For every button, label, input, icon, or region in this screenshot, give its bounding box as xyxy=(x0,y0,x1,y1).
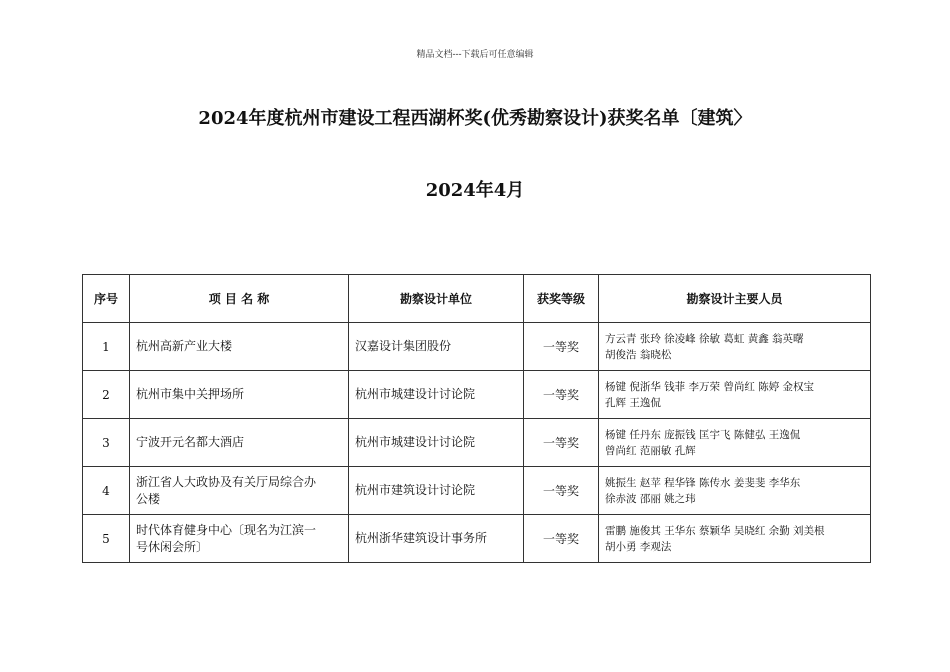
document-title: 2024年度杭州市建设工程西湖杯奖(优秀勘察设计)获奖名单〔建筑〉 xyxy=(198,108,752,129)
cell-seq: 4 xyxy=(83,467,130,515)
cell-seq: 1 xyxy=(83,323,130,371)
project-name-line: 时代体育健身中心〔现名为江滨一 xyxy=(136,522,317,537)
cell-design-unit: 杭州市城建设计讨论院 xyxy=(349,419,524,467)
cell-project-name xyxy=(130,467,349,515)
project-name-line: 号休闲会所〕 xyxy=(136,539,209,554)
cell-award-level: 一等奖 xyxy=(524,467,599,515)
cell-project-name: 宁波开元名都大酒店 xyxy=(130,419,349,467)
table-row xyxy=(83,371,871,419)
cell-main-personnel xyxy=(599,371,871,419)
cell-award-level: 一等奖 xyxy=(524,419,599,467)
cell-project-name: 杭州高新产业大楼 xyxy=(130,323,349,371)
cell-main-personnel xyxy=(599,323,871,371)
header-seq: 序号 xyxy=(83,275,130,323)
personnel-line: 曾尚红 范丽敏 孔辉 xyxy=(605,444,696,457)
cell-design-unit: 杭州市城建设计讨论院 xyxy=(349,371,524,419)
cell-seq: 3 xyxy=(83,419,130,467)
cell-seq: 2 xyxy=(83,371,130,419)
cell-project-name xyxy=(130,515,349,563)
table-row xyxy=(83,419,871,467)
personnel-line: 孔辉 王逸侃 xyxy=(605,396,661,409)
cell-seq: 5 xyxy=(83,515,130,563)
header-project-name: 项 目 名 称 xyxy=(130,275,349,323)
personnel-line: 方云青 张玲 徐凌峰 徐敏 葛虹 黄鑫 翁英曙 xyxy=(605,332,804,345)
cell-design-unit: 杭州浙华建筑设计事务所 xyxy=(349,515,524,563)
cell-award-level: 一等奖 xyxy=(524,515,599,563)
header-note: 精品文档---下载后可任意编辑 xyxy=(416,50,534,60)
project-name-line: 浙江省人大政协及有关厅局综合办 xyxy=(136,474,317,489)
personnel-line: 胡俊浩 翁晓松 xyxy=(605,348,672,361)
cell-award-level: 一等奖 xyxy=(524,371,599,419)
table-row xyxy=(83,323,871,371)
header-main-personnel: 勘察设计主要人员 xyxy=(599,275,871,323)
personnel-line: 杨键 任丹东 庞振钱 匡宇飞 陈健弘 王逸侃 xyxy=(605,428,801,441)
table-row xyxy=(83,467,871,515)
project-name-line: 公楼 xyxy=(136,491,161,506)
personnel-line: 姚振生 赵苹 程华锋 陈传水 姜斐斐 李华东 xyxy=(605,476,801,489)
personnel-line: 雷鹏 施俊其 王华东 蔡颖华 吴晓红 余勤 刘美根 xyxy=(605,524,825,537)
cell-main-personnel xyxy=(599,419,871,467)
cell-award-level: 一等奖 xyxy=(524,323,599,371)
cell-project-name: 杭州市集中关押场所 xyxy=(130,371,349,419)
table-row xyxy=(83,515,871,563)
personnel-line: 徐赤波 邵丽 姚之玮 xyxy=(605,492,696,505)
document-date: 2024年4月 xyxy=(425,180,525,201)
header-design-unit: 勘察设计单位 xyxy=(349,275,524,323)
cell-design-unit: 杭州市建筑设计讨论院 xyxy=(349,467,524,515)
personnel-line: 杨键 倪浙华 钱菲 李万荣 曾尚红 陈婷 金权宝 xyxy=(605,380,815,393)
personnel-line: 胡小勇 李观法 xyxy=(605,540,672,553)
awards-table xyxy=(82,274,871,563)
cell-design-unit: 汉嘉设计集团股份 xyxy=(349,323,524,371)
table-header-row xyxy=(83,275,871,323)
cell-main-personnel xyxy=(599,467,871,515)
header-award-level: 获奖等级 xyxy=(524,275,599,323)
cell-main-personnel xyxy=(599,515,871,563)
